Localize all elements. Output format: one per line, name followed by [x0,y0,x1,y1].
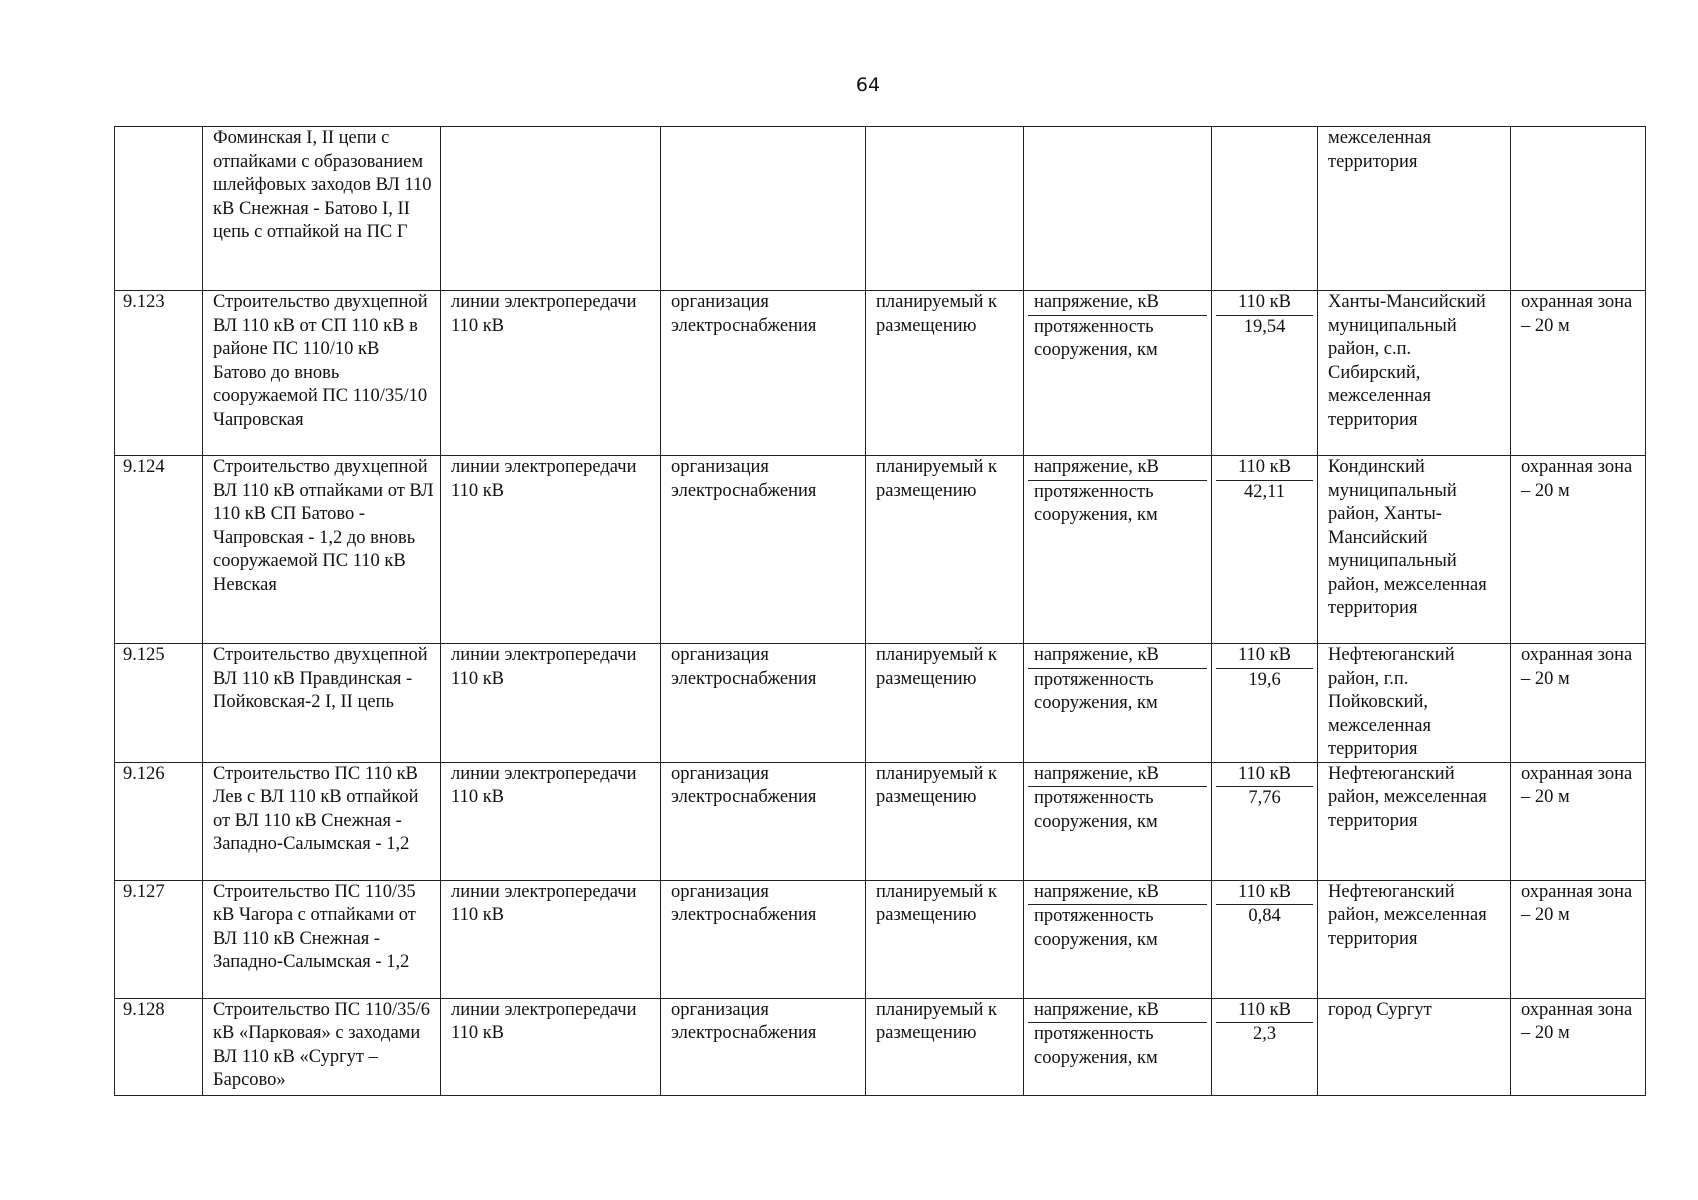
status-cell: планируемый к размещению [866,762,1024,880]
purpose-cell: организация электроснабжения [661,456,866,644]
status-cell: планируемый к размещению [866,644,1024,763]
page-number: 64 [855,74,881,96]
location-cell: Ханты-Мансийский муниципальный район, с.п. Сибирский, межселенная территория [1318,291,1511,456]
parameter-label: напряжение, кВ [1034,999,1159,1020]
purpose-cell [661,127,866,291]
values-cell [1212,762,1318,880]
parameter-label: протяженность сооружения, км [1034,788,1158,832]
values-cell [1212,291,1318,456]
object-name-cell: Строительство ПС 110 кВ Лев с ВЛ 110 кВ отпайкой от ВЛ 110 кВ Снежная - Западно-Салымская - 1,2 [203,762,441,880]
values-cell [1212,880,1318,998]
parameter-value: 110 кВ [1237,763,1292,784]
location-cell: Нефтеюганский район, г.п. Пойковский, межселенная территория [1318,644,1511,763]
object-type-cell: линии электропередачи 110 кВ [441,998,661,1095]
parameters-cell [1024,456,1212,644]
parameter-value: 19,54 [1243,316,1286,337]
table-row [115,291,1646,456]
object-type-cell: линии электропередачи 110 кВ [441,456,661,644]
parameter-label: напряжение, кВ [1034,457,1159,477]
objects-table [114,126,1646,1096]
values-cell [1212,127,1318,291]
row-number-cell: 9.127 [115,880,203,998]
zone-cell: охранная зона – 20 м [1511,762,1646,880]
object-name-cell: Фоминская I, II цепи с отпайками с образованием шлейфовых заходов ВЛ 110 кВ Снежная - Батово I, II цепь с отпайкой на ПС Г [203,127,441,291]
row-number-cell: 9.123 [115,291,203,456]
zone-cell [1511,127,1646,291]
location-cell: Нефтеюганский район, межселенная территория [1318,880,1511,998]
parameters-cell [1024,880,1212,998]
parameter-value: 2,3 [1252,1024,1277,1044]
zone-cell: охранная зона – 20 м [1511,998,1646,1095]
parameter-value: 42,11 [1244,481,1285,502]
row-number-cell: 9.125 [115,644,203,763]
parameter-value: 110 кВ [1237,999,1292,1020]
status-cell: планируемый к размещению [866,291,1024,456]
zone-cell: охранная зона – 20 м [1511,456,1646,644]
parameter-value: 110 кВ [1237,292,1292,312]
parameter-value: 110 кВ [1237,881,1292,902]
zone-cell: охранная зона – 20 м [1511,880,1646,998]
object-type-cell: линии электропередачи 110 кВ [441,762,661,880]
parameter-label: напряжение, кВ [1034,292,1159,312]
row-number-cell: 9.128 [115,998,203,1095]
object-name-cell: Строительство ПС 110/35/6 кВ «Парковая» с заходами ВЛ 110 кВ «Сургут – Барсово» [203,998,441,1095]
location-cell: Нефтеюганский район, межселенная территория [1318,762,1511,880]
purpose-cell: организация электроснабжения [661,998,866,1095]
parameter-label: протяженность сооружения, км [1034,1024,1158,1068]
parameter-label: напряжение, кВ [1034,763,1159,784]
parameter-label: напряжение, кВ [1034,645,1159,665]
object-name-cell: Строительство двухцепной ВЛ 110 кВ отпайками от ВЛ 110 кВ СП Батово - Чапровская - 1,2 до вновь сооружаемой ПС 110 кВ Невская [203,456,441,644]
purpose-cell: организация электроснабжения [661,644,866,763]
purpose-cell: организация электроснабжения [661,762,866,880]
status-cell [866,127,1024,291]
object-type-cell: линии электропередачи 110 кВ [441,644,661,763]
parameters-cell [1024,291,1212,456]
object-type-cell: линии электропередачи 110 кВ [441,291,661,456]
status-cell: планируемый к размещению [866,998,1024,1095]
location-cell: межселенная территория [1318,127,1511,291]
purpose-cell: организация электроснабжения [661,880,866,998]
object-name-cell: Строительство двухцепной ВЛ 110 кВ Правдинская - Пойковская-2 I, II цепь [203,644,441,763]
row-number-cell [115,127,203,291]
values-cell [1212,998,1318,1095]
table-row [115,644,1646,763]
table-row [115,880,1646,998]
parameter-value: 7,76 [1248,788,1281,808]
object-name-cell: Строительство двухцепной ВЛ 110 кВ от СП 110 кВ в районе ПС 110/10 кВ Батово до вновь сооружаемой ПС 110/35/10 Чапровская [203,291,441,456]
zone-cell: охранная зона – 20 м [1511,291,1646,456]
parameters-cell [1024,127,1212,291]
purpose-cell: организация электроснабжения [661,291,866,456]
parameter-label: протяженность сооружения, км [1034,316,1158,360]
table-row [115,456,1646,644]
parameters-cell [1024,762,1212,880]
row-number-cell: 9.126 [115,762,203,880]
parameter-value: 110 кВ [1237,457,1292,477]
table-row [115,998,1646,1095]
parameters-cell [1024,998,1212,1095]
parameter-value: 110 кВ [1237,645,1292,665]
parameter-label: напряжение, кВ [1034,881,1159,902]
parameter-label: протяженность сооружения, км [1034,669,1158,713]
table-row [115,762,1646,880]
table-row [115,127,1646,291]
zone-cell: охранная зона – 20 м [1511,644,1646,763]
status-cell: планируемый к размещению [866,880,1024,998]
parameters-cell [1024,644,1212,763]
parameter-value: 19,6 [1248,669,1281,690]
parameter-label: протяженность сооружения, км [1034,481,1158,525]
row-number-cell: 9.124 [115,456,203,644]
object-type-cell: линии электропередачи 110 кВ [441,880,661,998]
status-cell: планируемый к размещению [866,456,1024,644]
values-cell [1212,456,1318,644]
parameter-label: протяженность сооружения, км [1034,906,1158,950]
object-name-cell: Строительство ПС 110/35 кВ Чагора с отпайками от ВЛ 110 кВ Снежная - Западно-Салымская - 1,2 [203,880,441,998]
object-type-cell [441,127,661,291]
parameter-value: 0,84 [1248,906,1281,926]
location-cell: Кондинский муниципальный район, Ханты-Мансийский муниципальный район, межселенная территория [1318,456,1511,644]
location-cell: город Сургут [1318,998,1511,1095]
table-body [115,127,1646,1096]
values-cell [1212,644,1318,763]
